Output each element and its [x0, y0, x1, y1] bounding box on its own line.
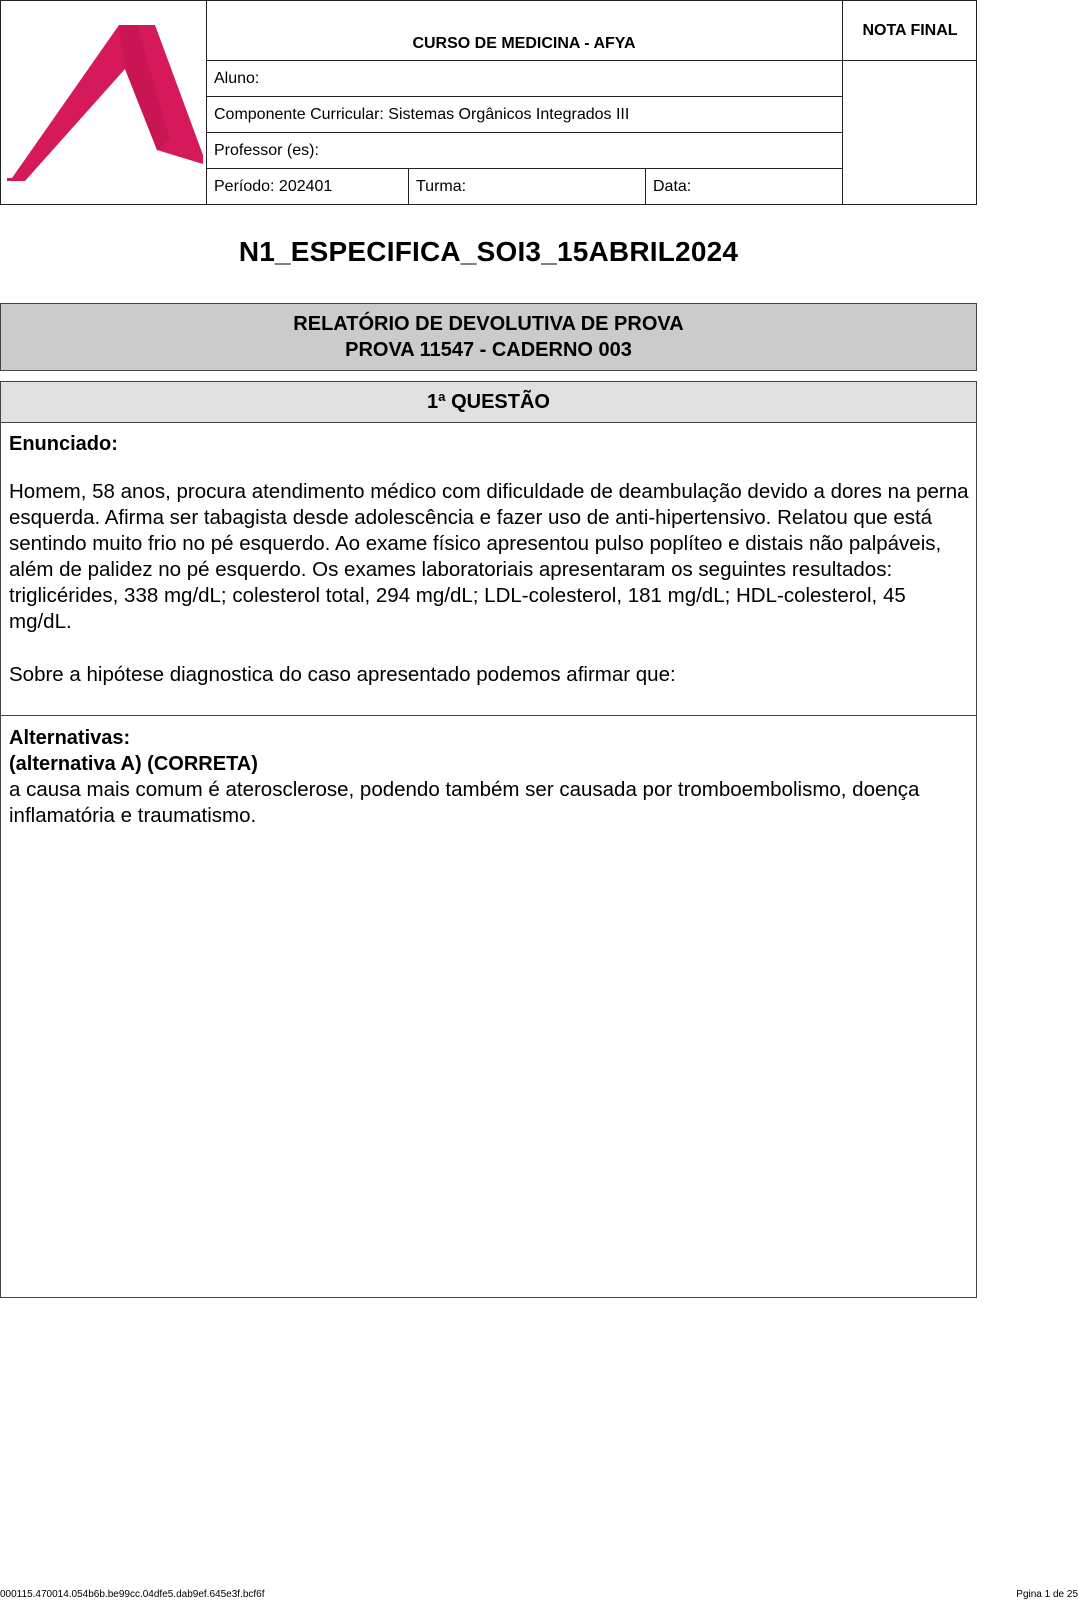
question-number: 1ª QUESTÃO	[1, 382, 976, 423]
class-field-label: Turma:	[416, 178, 467, 195]
statement-label: Enunciado:	[9, 433, 118, 455]
alternative-a-title: (alternativa A) (CORRETA)	[9, 753, 258, 775]
page-number: Pgina 1 de 25	[1016, 1589, 1078, 1600]
period-field-label: Período: 202401	[214, 178, 333, 195]
section-divider	[1, 715, 976, 716]
report-banner	[0, 303, 977, 371]
document-code: 000115.470014.054b6b.be99cc.04dfe5.dab9ef.645e3f.bcf6f	[0, 1589, 265, 1600]
question-card	[0, 381, 977, 1298]
student-field-label: Aluno:	[214, 70, 260, 87]
afya-logo-icon	[7, 17, 203, 185]
question-prompt: Sobre a hipótese diagnostica do caso apresentado podemos afirmar que:	[9, 663, 676, 686]
component-field-label: Componente Curricular: Sistemas Orgânicos Integrados III	[214, 106, 630, 123]
professor-field-label: Professor (es):	[214, 142, 319, 159]
alternatives-label: Alternativas:	[9, 727, 131, 749]
statement-text: Homem, 58 anos, procura atendimento médico com dificuldade de deambulação devido a dores na perna esquerda. Afirma ser tabagista desde adolescência e fazer uso de anti-hipertensivo. Relatou que está sentindo muito frio no pé esquerdo. Ao exame físico apresentou pulso poplíteo e distais não palpáveis, além de palidez no pé esquerdo. Os exames laboratoriais apresentaram os seguintes resultados: triglicérides, 338 mg/dL; colesterol total, 294 mg/dL; LDL-colesterol, 181 mg/dL; HDL-colesterol, 45 mg/dL.	[9, 480, 969, 633]
date-field-label: Data:	[653, 178, 692, 195]
alternative-a-text: a causa mais comum é aterosclerose, podendo também ser causada por tromboembolismo, doença inflamatória e traumatismo.	[9, 778, 920, 827]
grade-label: NOTA FINAL	[862, 22, 958, 39]
report-title: RELATÓRIO DE DEVOLUTIVA DE PROVA	[293, 313, 684, 335]
course-title: CURSO DE MEDICINA - AFYA	[412, 35, 636, 52]
header-table	[0, 0, 977, 205]
report-subtitle: PROVA 11547 - CADERNO 003	[345, 339, 632, 361]
exam-title: N1_ESPECIFICA_SOI3_15ABRIL2024	[238, 236, 739, 267]
